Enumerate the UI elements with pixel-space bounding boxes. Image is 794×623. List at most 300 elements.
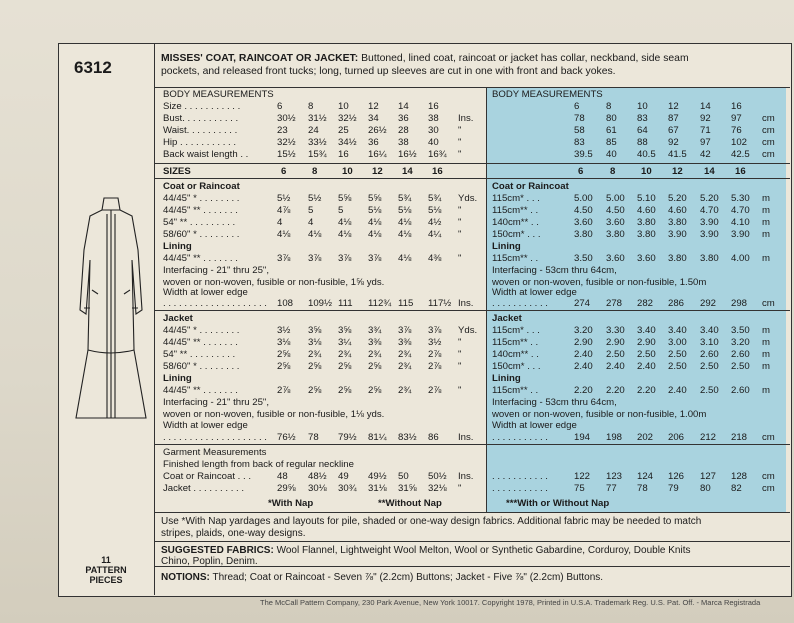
cell-value: 30⅛ — [308, 483, 327, 494]
cell-value: 2.20 — [574, 385, 593, 396]
cell-value: m — [762, 253, 770, 264]
cell-value: 80 — [606, 113, 617, 124]
cell-value: m — [762, 349, 770, 360]
sizes-label: SIZES — [163, 166, 191, 177]
cell-value: 286 — [668, 298, 685, 309]
legend-with-nap: *With Nap — [268, 498, 314, 509]
cell-value: 4.50 — [606, 205, 625, 216]
cell-value: 2.50 — [668, 361, 687, 372]
pieces-label-1: PATTERN — [85, 565, 127, 575]
cell-value: 30 — [428, 125, 439, 136]
row-label: 115cm** . . — [492, 337, 539, 348]
row-label: 44/45" ** . . . . . . . — [163, 253, 238, 264]
cell-value: 50½ — [428, 471, 447, 482]
row-label: 58/60" * . . . . . . . . — [163, 229, 240, 240]
cell-value: 2⅝ — [338, 385, 352, 396]
interfacing-text: Interfacing - 53cm thru 64cm, — [492, 265, 617, 276]
cell-value: 40.5 — [637, 149, 656, 160]
size-header: 12 — [372, 166, 383, 177]
pattern-pieces — [75, 555, 137, 585]
cell-value: 42.5 — [731, 149, 750, 160]
cell-value: 4⅛ — [398, 217, 412, 228]
cell-value: 2¾ — [338, 349, 352, 360]
cell-value: 2⅝ — [368, 361, 382, 372]
cell-value: 4 — [277, 217, 283, 228]
size-header: 10 — [641, 166, 652, 177]
cell-value: 38 — [398, 137, 409, 148]
cell-value: 2.40 — [606, 361, 625, 372]
cell-value: 2.40 — [574, 349, 593, 360]
pieces-label-2: PIECES — [89, 575, 123, 585]
cell-value: cm — [762, 137, 775, 148]
cell-value: 3.20 — [574, 325, 593, 336]
cell-value: 4 — [308, 217, 314, 228]
cell-value: 3⅞ — [338, 253, 352, 264]
cell-value: 124 — [637, 471, 654, 482]
cell-value: Ins. — [458, 432, 474, 443]
cell-value: 5.00 — [606, 193, 625, 204]
cell-value: 2⅝ — [368, 385, 382, 396]
row-label: 54" ** . . . . . . . . . — [163, 217, 236, 228]
cell-value: 2.90 — [637, 337, 656, 348]
cell-value: 30½ — [277, 113, 296, 124]
interfacing-text: woven or non-woven, fusible or non-fusible, 1⅛ yds. — [163, 409, 385, 420]
cell-value: 3.90 — [700, 229, 719, 240]
cell-value: 3.90 — [668, 229, 687, 240]
cell-value: 3.80 — [668, 253, 687, 264]
cell-value: 5⅛ — [398, 205, 412, 216]
cell-value: 122 — [574, 471, 591, 482]
cell-value: 3⅞ — [277, 253, 291, 264]
row-label: 44/45" ** . . . . . . . — [163, 385, 238, 396]
cell-value: 12 — [368, 101, 379, 112]
cell-value: 2.50 — [731, 361, 750, 372]
cell-value: " — [458, 149, 462, 160]
cell-value: 33½ — [308, 137, 327, 148]
cell-value: 2.20 — [606, 385, 625, 396]
cell-value: " — [458, 483, 462, 494]
divider — [154, 163, 790, 164]
row-label: Hip . . . . . . . . . . . — [163, 137, 237, 148]
cell-value: 102 — [731, 137, 748, 148]
cell-value: 4⅜ — [428, 253, 442, 264]
cell-value: 80 — [700, 483, 711, 494]
cell-value: m — [762, 325, 770, 336]
cell-value: 3½ — [428, 337, 442, 348]
cell-value: 83 — [574, 137, 585, 148]
cell-value: 3.10 — [700, 337, 719, 348]
cell-value: 24 — [308, 125, 319, 136]
coat-sketch-icon — [70, 190, 152, 430]
cell-value: 3.80 — [606, 229, 625, 240]
section-heading: Lining — [163, 373, 192, 384]
cell-value: 3.80 — [668, 217, 687, 228]
row-label: 115cm* . . . — [492, 193, 540, 204]
cell-value: 88 — [637, 137, 648, 148]
width-label: Width at lower edge — [163, 287, 248, 298]
cell-value: 15½ — [277, 149, 296, 160]
cell-value: 3.40 — [668, 325, 687, 336]
cell-value: " — [458, 361, 462, 372]
cell-value: " — [458, 337, 462, 348]
cell-value: 58 — [574, 125, 585, 136]
size-header: 12 — [672, 166, 683, 177]
cell-value: 83½ — [398, 432, 417, 443]
cell-value: 4⅛ — [308, 229, 322, 240]
legend-without-nap: **Without Nap — [378, 498, 442, 509]
cell-value: 5¾ — [398, 193, 412, 204]
row-label: 54" ** . . . . . . . . . — [163, 349, 236, 360]
cell-value: Ins. — [458, 298, 474, 309]
size-header: 14 — [402, 166, 413, 177]
cell-value: 30¾ — [338, 483, 357, 494]
cell-value: 75 — [574, 483, 585, 494]
pieces-count: 11 — [101, 555, 111, 565]
garment-sub: Finished length from back of regular neckline — [163, 459, 354, 470]
cell-value: 109½ — [308, 298, 333, 309]
section-heading: BODY MEASUREMENTS — [163, 89, 274, 100]
cell-value: 34 — [368, 113, 379, 124]
cell-value: 4.60 — [637, 205, 656, 216]
cell-value: 5⅛ — [368, 205, 382, 216]
cell-value: 42 — [700, 149, 711, 160]
section-heading: Lining — [492, 241, 521, 252]
copyright-footer: The McCall Pattern Company, 230 Park Avenue, New York 10017. Copyright 1978, Printed in U.S.A. Trademark Reg. U.S. Pat. Off. - Marca Registrada — [260, 598, 761, 607]
cell-value: 81¼ — [368, 432, 387, 443]
cell-value: 97 — [700, 137, 711, 148]
divider — [154, 178, 790, 179]
cell-value: 97 — [731, 113, 742, 124]
cell-value: 2.50 — [637, 349, 656, 360]
cell-value: 48½ — [308, 471, 327, 482]
cell-value: 3⅞ — [308, 253, 322, 264]
cell-value: 2⅞ — [277, 385, 291, 396]
row-label: 140cm** . . — [492, 217, 539, 228]
cell-value: 4.70 — [700, 205, 719, 216]
cell-value: 3¼ — [338, 337, 352, 348]
cell-value: m — [762, 193, 770, 204]
cell-value: 3⅜ — [398, 337, 412, 348]
cell-value: 3.90 — [700, 217, 719, 228]
size-header: 14 — [704, 166, 715, 177]
section-heading: Coat or Raincoat — [163, 181, 240, 192]
cell-value: 49½ — [368, 471, 387, 482]
row-label: Coat or Raincoat . . . — [163, 471, 251, 482]
interfacing-text: woven or non-woven, fusible or non-fusible, 1⅝ yds. — [163, 277, 385, 288]
cell-value: 5⅛ — [428, 205, 442, 216]
cell-value: 16 — [428, 101, 439, 112]
cell-value: 2.50 — [668, 349, 687, 360]
cell-value: 92 — [668, 137, 679, 148]
section-heading: Lining — [163, 241, 192, 252]
size-header: 16 — [432, 166, 443, 177]
fabrics-text-1: Wool Flannel, Lightweight Wool Melton, Wool or Synthetic Gabardine, Corduroy, Double Knits — [273, 545, 691, 556]
cell-value: 79 — [668, 483, 679, 494]
cell-value: 198 — [606, 432, 623, 443]
cell-value: 40 — [606, 149, 617, 160]
cell-value: 8 — [606, 101, 612, 112]
cell-value: 5½ — [308, 193, 322, 204]
pattern-title: MISSES' COAT, RAINCOAT OR JACKET: — [161, 53, 359, 64]
cell-value: cm — [762, 113, 775, 124]
row-label: 140cm** . . — [492, 349, 539, 360]
cell-value: 31½ — [308, 113, 327, 124]
cell-value: 76 — [731, 125, 742, 136]
divider — [154, 310, 790, 311]
cell-value: 14 — [700, 101, 711, 112]
cell-value: 2.90 — [606, 337, 625, 348]
width-label: Width at lower edge — [492, 287, 577, 298]
cell-value: 50 — [398, 471, 409, 482]
cell-value: 4⅛ — [368, 217, 382, 228]
cell-value: 2.50 — [606, 349, 625, 360]
cell-value: 25 — [338, 125, 349, 136]
row-label: 44/45" ** . . . . . . . — [163, 337, 238, 348]
cell-value: 112¾ — [368, 298, 392, 309]
cell-value: m — [762, 361, 770, 372]
cell-value: 5.20 — [700, 193, 719, 204]
interfacing-text: woven or non-woven, fusible or non-fusible, 1.00m — [492, 409, 707, 420]
row-label: 115cm** . . — [492, 385, 539, 396]
cell-value: 3.50 — [574, 253, 593, 264]
cell-value: 127 — [700, 471, 717, 482]
row-label: 150cm* . . . — [492, 229, 541, 240]
cell-value: 4.50 — [574, 205, 593, 216]
cell-value: 32⅛ — [428, 483, 447, 494]
cell-value: " — [458, 137, 462, 148]
cell-value: 29⅝ — [277, 483, 296, 494]
cell-value: 274 — [574, 298, 591, 309]
cell-value: " — [458, 217, 462, 228]
cell-value: " — [458, 349, 462, 360]
cell-value: 4⅛ — [277, 229, 291, 240]
interfacing-text: Interfacing - 21" thru 25", — [163, 397, 270, 408]
cell-value: 3⅞ — [368, 253, 382, 264]
pattern-description — [161, 52, 781, 78]
cell-value: 4⅞ — [277, 205, 291, 216]
row-label: Bust. . . . . . . . . . . — [163, 113, 239, 124]
cell-value: 2.50 — [700, 361, 719, 372]
cell-value: 83 — [637, 113, 648, 124]
legend-with-or-without: ***With or Without Nap — [506, 498, 610, 509]
cell-value: 2⅝ — [308, 361, 322, 372]
cell-value: 2¾ — [368, 349, 382, 360]
interfacing-text: Interfacing - 53cm thru 64cm, — [492, 397, 617, 408]
cell-value: m — [762, 205, 770, 216]
cell-value: 61 — [606, 125, 617, 136]
cell-value: 3.60 — [637, 253, 656, 264]
cell-value: 5⅝ — [368, 193, 382, 204]
row-label: . . . . . . . . . . . — [492, 298, 548, 309]
notions-label: NOTIONS: — [161, 572, 210, 583]
row-label: 58/60" * . . . . . . . . — [163, 361, 240, 372]
cell-value: 278 — [606, 298, 623, 309]
cell-value: 128 — [731, 471, 748, 482]
interfacing-text: Interfacing - 21" thru 25", — [163, 265, 270, 276]
fabrics-label: SUGGESTED FABRICS: — [161, 545, 274, 556]
cell-value: 36 — [398, 113, 409, 124]
column-divider — [486, 87, 487, 512]
cell-value: 2⅝ — [308, 385, 322, 396]
cell-value: Ins. — [458, 113, 474, 124]
cell-value: 5⅝ — [338, 193, 352, 204]
cell-value: 3.40 — [637, 325, 656, 336]
pattern-number: 6312 — [74, 58, 112, 77]
section-heading: BODY MEASUREMENTS — [492, 89, 603, 100]
row-label: 44/45" ** . . . . . . . — [163, 205, 238, 216]
row-label: Jacket . . . . . . . . . . — [163, 483, 245, 494]
cell-value: 71 — [700, 125, 711, 136]
cell-value: 87 — [668, 113, 679, 124]
cell-value: 6 — [574, 101, 580, 112]
cell-value: 78 — [308, 432, 319, 443]
cell-value: 4⅛ — [338, 229, 352, 240]
row-label: 44/45" * . . . . . . . . — [163, 193, 240, 204]
cell-value: Yds. — [458, 193, 478, 204]
cell-value: 5.00 — [574, 193, 593, 204]
cell-value: 4.70 — [731, 205, 750, 216]
cell-value: 41.5 — [668, 149, 687, 160]
cell-value: 298 — [731, 298, 748, 309]
cell-value: 3¾ — [368, 325, 382, 336]
size-header: 8 — [610, 166, 616, 177]
row-label: . . . . . . . . . . . . . . . . . . . . — [163, 298, 267, 309]
cell-value: 3.60 — [606, 217, 625, 228]
cell-value: 2.60 — [700, 349, 719, 360]
cell-value: 212 — [700, 432, 717, 443]
cell-value: 76½ — [277, 432, 296, 443]
row-label: . . . . . . . . . . . — [492, 471, 548, 482]
cell-value: 3⅛ — [277, 337, 291, 348]
cell-value: 2.60 — [731, 385, 750, 396]
size-header: 10 — [342, 166, 353, 177]
cell-value: 23 — [277, 125, 288, 136]
nap-note-2: stripes, plaids, one-way designs. — [161, 528, 306, 539]
cell-value: 194 — [574, 432, 591, 443]
cell-value: 5 — [308, 205, 314, 216]
cell-value: 2.90 — [574, 337, 593, 348]
cell-value: 8 — [308, 101, 314, 112]
cell-value: 2⅝ — [338, 361, 352, 372]
cell-value: 5¾ — [428, 193, 442, 204]
cell-value: 2.50 — [700, 385, 719, 396]
cell-value: 49 — [338, 471, 349, 482]
row-label: 115cm** . . — [492, 205, 539, 216]
width-label: Width at lower edge — [163, 420, 248, 431]
cell-value: 78 — [637, 483, 648, 494]
cell-value: 117½ — [428, 298, 452, 309]
cell-value: 4⅛ — [398, 229, 412, 240]
size-header: 6 — [281, 166, 287, 177]
cell-value: 15¾ — [308, 149, 327, 160]
cell-value: 32½ — [277, 137, 296, 148]
size-header: 6 — [578, 166, 584, 177]
cell-value: 126 — [668, 471, 685, 482]
cell-value: m — [762, 217, 770, 228]
cell-value: 2.40 — [637, 361, 656, 372]
cell-value: 2¾ — [398, 385, 412, 396]
row-label: . . . . . . . . . . . — [492, 432, 548, 443]
cell-value: 3.30 — [606, 325, 625, 336]
cell-value: 202 — [637, 432, 654, 443]
size-header: 8 — [312, 166, 318, 177]
cell-value: 2.40 — [574, 361, 593, 372]
cell-value: " — [458, 385, 462, 396]
cell-value: 206 — [668, 432, 685, 443]
row-label: . . . . . . . . . . . — [492, 483, 548, 494]
cell-value: 31⅝ — [398, 483, 417, 494]
section-heading: Lining — [492, 373, 521, 384]
cell-value: " — [458, 205, 462, 216]
cell-value: 28 — [398, 125, 409, 136]
cell-value: 2¾ — [398, 361, 412, 372]
cell-value: 3½ — [277, 325, 291, 336]
cell-value: 32½ — [338, 113, 357, 124]
cell-value: m — [762, 337, 770, 348]
cell-value: 14 — [398, 101, 409, 112]
cell-value: 5.20 — [668, 193, 687, 204]
notions-text: Thread; Coat or Raincoat - Seven ⅞" (2.2cm) Buttons; Jacket - Five ⅞" (2.2cm) Buttons. — [209, 572, 604, 583]
row-label: . . . . . . . . . . . . . . . . . . . . — [163, 432, 267, 443]
cell-value: " — [458, 229, 462, 240]
cell-value: 16¼ — [368, 149, 387, 160]
divider — [154, 541, 790, 542]
nap-note-1: Use *With Nap yardages and layouts for pile, shaded or one-way design fabrics. Additional fabric may be needed to match — [161, 516, 702, 527]
section-heading: Coat or Raincoat — [492, 181, 569, 192]
divider — [154, 512, 790, 513]
cell-value: cm — [762, 471, 775, 482]
cell-value: 40 — [428, 137, 439, 148]
cell-value: 86 — [428, 432, 439, 443]
cell-value: 2⅝ — [277, 361, 291, 372]
size-header: 16 — [735, 166, 746, 177]
cell-value: 2¾ — [398, 349, 412, 360]
section-heading: Jacket — [163, 313, 193, 324]
cell-value: 218 — [731, 432, 748, 443]
cell-value: 3.50 — [731, 325, 750, 336]
cell-value: 34½ — [338, 137, 357, 148]
cell-value: 5 — [338, 205, 344, 216]
section-heading: Garment Measurements — [163, 447, 267, 458]
cell-value: 3⅞ — [398, 325, 412, 336]
cell-value: 4¼ — [428, 229, 442, 240]
cell-value: Ins. — [458, 471, 474, 482]
cell-value: 3.20 — [731, 337, 750, 348]
cell-value: 3⅛ — [308, 337, 322, 348]
cell-value: 10 — [637, 101, 648, 112]
row-label: Waist. . . . . . . . . . — [163, 125, 238, 136]
cell-value: 292 — [700, 298, 717, 309]
cell-value: 3.80 — [637, 217, 656, 228]
row-label: Back waist length . . — [163, 149, 249, 160]
cell-value: Yds. — [458, 325, 478, 336]
cell-value: 2⅞ — [428, 349, 442, 360]
cell-value: 6 — [277, 101, 283, 112]
cell-value: 16¾ — [428, 149, 447, 160]
cell-value: 3.60 — [574, 217, 593, 228]
cell-value: 77 — [606, 483, 617, 494]
cell-value: 36 — [368, 137, 379, 148]
cell-value: 82 — [731, 483, 742, 494]
cell-value: 4⅛ — [338, 217, 352, 228]
cell-value: 16 — [731, 101, 742, 112]
section-heading: Jacket — [492, 313, 522, 324]
cell-value: 4.10 — [731, 217, 750, 228]
cell-value: 5.30 — [731, 193, 750, 204]
cell-value: 111 — [338, 298, 353, 309]
cell-value: " — [458, 125, 462, 136]
divider — [154, 444, 790, 445]
